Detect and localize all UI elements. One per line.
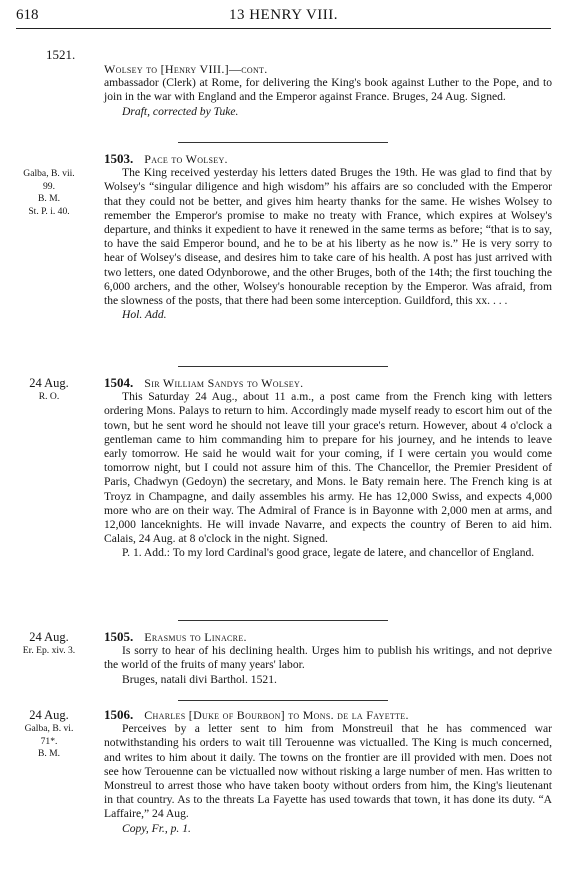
entry-date: 24 Aug. [29,376,69,390]
page-number: 618 [16,7,39,23]
entry-date: 24 Aug. [29,630,69,644]
year-label: 1521. [46,47,76,62]
margin-line: 99. [43,180,55,192]
entry-note: Copy, Fr., p. 1. [122,821,191,835]
entry-margin [0,630,98,658]
entry-body [104,708,552,836]
entry-title-line [104,708,552,722]
entry-title-line [104,376,552,390]
entry-title: Sir William Sandys to Wolsey. [144,376,304,390]
entry-note: Draft, corrected by Tuke. [122,104,239,118]
margin-line: Galba, B. vii. [23,168,75,179]
running-title: 13 HENRY VIII. [228,7,339,23]
entry-title: Erasmus to Linacre. [144,630,247,644]
divider [178,142,388,143]
entry-text: Perceives by a letter sent to him from Monstreuil that he has commenced war notwithstanding his orders to wait till Terouenne was victualled. The King is much concerned, and writes to him about it daily. The towns on the frontier are ill provided with men. Does not see how Terouenne can be victualled now without risking a large number of men. Has written to Monstreul to arrest those who have taken booty without orders from him, the King's lieutenant in that country. As to the threats La Fayette has used towards that town, it has done its duty. “A Laffaire,” 24 Aug. [104,722,552,821]
entry-number: 1504. [104,375,134,390]
entry-body [104,62,552,119]
entry-text: ambassador (Clerk) at Rome, for delivering the King's book against Luther to the Pope, and to join in the war with England and the Emperor against France. Bruges, 24 Aug. Signed. [104,76,552,104]
divider [178,700,388,701]
entry-note: Hol. Add. [122,308,167,322]
entry-number: 1505. [104,629,134,644]
entry-margin [0,708,98,761]
page-header [16,6,551,29]
entry-title-line [104,152,552,166]
entry-margin-reference [0,168,98,218]
margin-line: R. O. [38,391,60,402]
entry-note: P. 1. Add.: To my lord Cardinal's good grace, legate de latere, and chancellor of England. [122,546,535,560]
divider [178,366,388,367]
entry-body [104,630,552,687]
margin-line: B. M. [37,748,61,759]
margin-line: Galba, B. vi. [24,723,74,734]
margin-line: Er. Ep. xiv. 3. [22,645,76,656]
entry-date: 24 Aug. [29,708,69,722]
entry-text: This Saturday 24 Aug., about 11 a.m., a post came from the French king with letters ordering Mons. Palays to return to him. Accordingly made myself ready to escort him out of the town, but he sent word he should not leave till your grace's return. However, about 4 o'clock a gentleman came to him commanding him to prepare for his journey, and he intends to leave early tomorrow. He said he would wait for your coming, if I were certain you would come tomorrow night, but I could not assure him of this. The Chancellor, the Premier President of Paris, Chadwyn (Gedoyn) the secretary, and Mons. le Baty remain here. The French king is at Troyz in Champagne, and daily assembles his army. He has 12,000 Swiss, and expects 4,000 more who are on their way. The Admiral of France is in Bayonne with 2,000 men at arms, and 12,000 lanceknights. He will invade Navarre, and expects the country of Beren to aid him. Calais, 24 Aug. at 8 o'clock in the night. Signed. [104,390,552,546]
divider [178,620,388,621]
entry-text: Is sorry to hear of his declining health. Urges him to publish his writings, and not deprive the world of the fruits of many years' labor. [104,644,552,672]
entry-margin [0,376,98,404]
entry-title: Pace to Wolsey. [144,152,228,166]
margin-line: 71*. [40,735,58,747]
entry-number: 1506. [104,707,134,722]
entry-title: Wolsey to [Henry VIII.]—cont. [104,62,268,76]
entry-body [104,376,552,561]
entry-title-line [104,62,552,76]
entry-title-line [104,630,552,644]
margin-line: B. M. [37,193,61,204]
entry-number: 1503. [104,151,134,166]
entry-body [104,152,552,322]
entry-text: The King received yesterday his letters dated Bruges the 19th. He was glad to find that by Wolsey's “singular diligence and high wisdom” his affairs are so concluded with the Emperor that they could not be better, and gives him hearty thanks for the same. He wishes Wolsey to remember the Emperor's promise to make no treaty with France, which expires at Wolsey's departure, and thinks it expedient to have it renewed in the same terms as before; “that is to say, to have the said Emperor bound, and he to be at his liberty as he now is.” He is very sorry to hear of Wolsey's disease, and desires him to take care of his health. A post has just arrived with two letters, one dated Odynborowe, and the other Bruges, both of the 14th; the first touching the 6,000 archers, and the other, Wolsey's honourable reception by the Emperor. Was afraid, from the slowness of the posts, that there had been some interception. Guildford, this xx. . . . [104,166,552,308]
margin-line: St. P. i. 40. [28,205,70,217]
entry-note: Bruges, natali divi Barthol. 1521. [122,672,277,686]
entry-title: Charles [Duke of Bourbon] to Mons. de la Fayette. [144,708,409,722]
